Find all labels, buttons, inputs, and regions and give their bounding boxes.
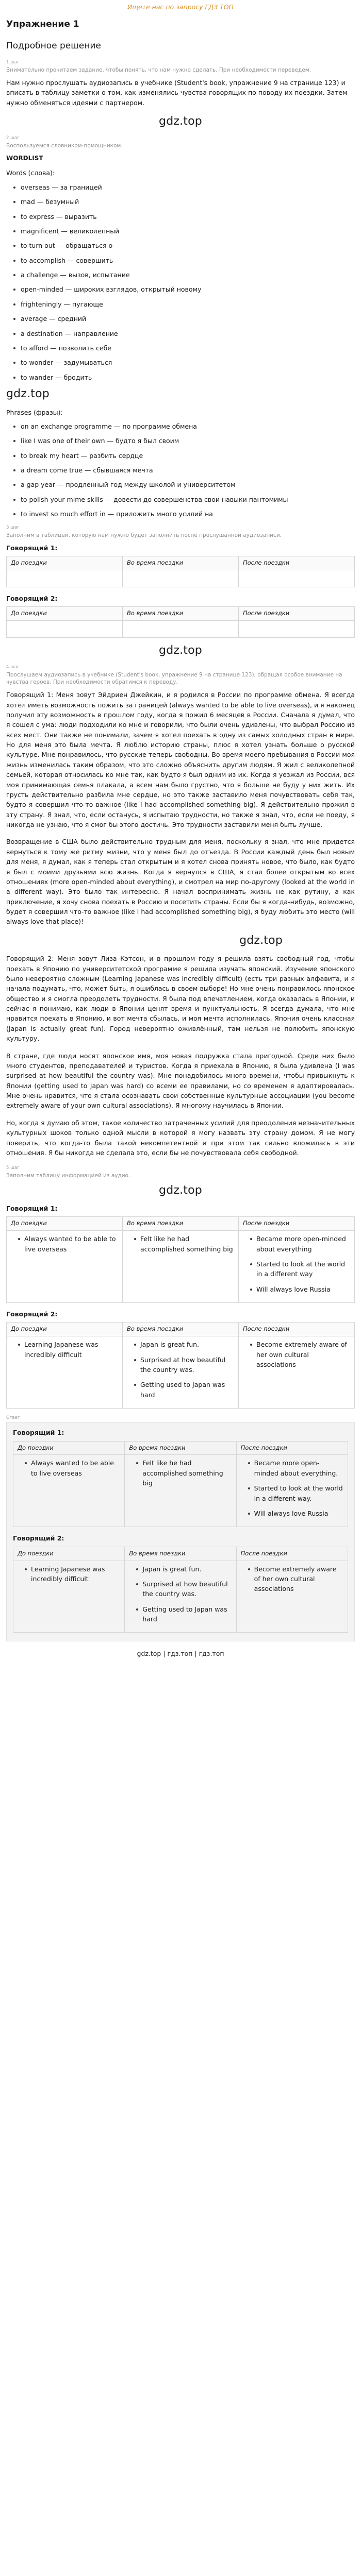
- list-item: to break my heart — разбить сердце: [13, 451, 355, 461]
- table-cell: [13, 1561, 125, 1633]
- speaker-1-label: Говорящий 1:: [6, 544, 58, 552]
- list-item: Surprised at how beautiful the country was.: [136, 1579, 232, 1599]
- empty-table-speaker-2: [6, 606, 355, 638]
- watermark: gdz.top: [159, 1183, 202, 1197]
- list-item: to wander — бродить: [13, 372, 355, 382]
- step-1: [6, 59, 355, 108]
- list-item: Getting used to Japan was hard: [134, 1380, 234, 1400]
- transcript-paragraph: В стране, где люди носят японское имя, моя новая подружка стала пригодной. Среди них было много студентов, преподавателей и туристов. Когда я приехала в Японию, я была удивлена (I was surprised at how beautiful the country was). Мне понадобилось много времени, чтобы привыкнуть к Японии (getting used to Japan was hard) со всеми ее правилами, но со временем я адаптировалась. Мне очень нравится, что я стала осознавать свои собственные культурные ассоциации (you become extremely aware of your own cultural associations). Я многому научилась в Японии.: [6, 1052, 355, 1110]
- col-after: После поездки: [236, 1441, 348, 1455]
- list-item: to wonder — задумываться: [13, 358, 355, 367]
- step-1-hint: Внимательно прочитаем задание, чтобы понять, что нам нужно сделать. При необходимости переведем.: [6, 66, 311, 73]
- list-item: a destination — направление: [13, 329, 355, 338]
- list-item: on an exchange programme — по программе обмена: [13, 421, 355, 431]
- table-cell: [239, 1231, 355, 1303]
- table-cell: [239, 1336, 355, 1409]
- step-4: [6, 664, 355, 1158]
- col-during: Во время поездки: [123, 556, 239, 570]
- step-1-text: Нам нужно прослушать аудиозапись в учебнике (Student's book, упражнение 9 на странице 123) и вписать в таблицу заметки о том, как изменялись чувства говорящих по поводу их поездки. Затем нужно обменяться идеями с партнером.: [6, 79, 348, 107]
- col-during: Во время поездки: [125, 1441, 236, 1455]
- watermark: gdz.top: [6, 387, 50, 401]
- list-item: Learning Japanese was incredibly difficult: [25, 1564, 120, 1584]
- list-item: Started to look at the world in a different way: [250, 1259, 350, 1279]
- col-before: До поездки: [7, 1323, 123, 1336]
- list-item: a gap year — продленный год между школой и университетом: [13, 480, 355, 489]
- top-banner: [0, 0, 361, 12]
- transcript-paragraph: Говорящий 1: Меня зовут Эйдриен Джейкин, и я родился в России по программе обмена. Я всегда хотел иметь возможность пожить за границей (always wanted to be able to live overseas), и я наконец получил эту возможность в прошлом году, когда я пожил 6 месяцев в России. Сначала я думал, что я сошел с ума: люди подходили ко мне и говорили, что были очень удивлены, что выбрал Россию из всех мест. Они также не понимали, зачем я хотел поехать в одну из самых холодных стран в мире. Но для меня это была мечта. Я люблю историю страны, плюс я хотел узнать больше о русской культуре. Мне понравилось, что русские теперь свободны. Во время моего пребывания в России моя жизнь изменилась таким образом, что это сложно объяснить другим людям. Я жил с великолепной семьей, которая относилась ко мне так, как будто я был одним из их. Когда я уезжал из России, вся моя принимающая семья плакала, а всем нам было грустно, что я больше не буду у них жить. Их грусть действительно разбила мне сердце, но это также заставило меня почувствовать себя так, будто я совершил что-то важное (like I had accomplished something big). Я действительно прожил в эту страну. Я знал, что, если останусь, я испытаю трудности, но также я знал, что, если не поеду, я никогда не узнаю, что я смог бы этого достичь. Это трудности заставили меня быть лучше.: [6, 691, 355, 828]
- speaker-2-label: Говорящий 2:: [6, 1310, 58, 1318]
- search-hint-link[interactable]: Ищете нас по запросу ГДЗ ТОП: [127, 3, 234, 11]
- col-after: После поездки: [239, 556, 355, 570]
- solution-heading: Подробное решение: [6, 41, 101, 52]
- watermark: gdz.top: [239, 934, 283, 947]
- col-after: После поездки: [239, 1323, 355, 1336]
- list-item: Will always love Russia: [250, 1284, 350, 1294]
- transcript-paragraph: Возвращение в США было действительно трудным для меня, поскольку я знал, что мне придется вернуться к тому же ритму жизни, что у меня был до отъезда. В России каждый день был новым для меня, я думал, как я теперь стал открытым и я хотел снова принять новое, что было, как будто я был с моими друзьями всю жизнь. Когда я вернулся в США, я стал более открытым во всех отношениях (more open-minded about everything), и смотрел на мир по-другому (looked at the world in a different way). Это было так интересно. Я начал воспринимать жизнь не как рутину, а как приключение, я хочу снова поехать в Россию и посетить страны. Если бы я когда-нибудь, возможно, будет я совершил что-то важное (like I had accomplished something big), я буду любить это место (will always love that place)!: [6, 838, 355, 926]
- list-item: Always wanted to be able to live overseas: [18, 1234, 118, 1254]
- page-title: Упражнение 1: [6, 19, 79, 29]
- list-item: Japan is great fun.: [134, 1340, 234, 1349]
- step-2: [6, 135, 355, 519]
- list-item: mad — безумный: [13, 197, 355, 207]
- watermark: gdz.top: [159, 644, 202, 657]
- list-item: Became more open-minded about everything.: [248, 1458, 343, 1478]
- col-before: До поездки: [13, 1441, 125, 1455]
- list-item: to turn out — обращаться о: [13, 241, 355, 250]
- speaker-2-label: Говорящий 2:: [6, 595, 58, 603]
- col-before: До поездки: [7, 556, 123, 570]
- col-during: Во время поездки: [123, 607, 239, 621]
- col-after: После поездки: [239, 607, 355, 621]
- list-item: open-minded — широких взглядов, открытый новому: [13, 284, 355, 294]
- step-2-hint: Воспользуемся словником-помощником.: [6, 142, 123, 149]
- step-3: [6, 524, 355, 638]
- footer-links[interactable]: gdz.top | гдз.топ | гдз.топ: [137, 1650, 224, 1658]
- speaker-2-label: Говорящий 2:: [13, 1534, 64, 1543]
- transcript-paragraph: Говорящий 2: Меня зовут Лиза Кэтсон, и в прошлом году я решила взять свободный год, чтобы поехать в Японию по университетской программе я решила изучать японский. Изучение японского было невероятно сложным (Learning Japanese was incredibly difficult) (есть три разных алфавита, и я начала подумать, что, может быть, я ошиблась в своем выборе! Но мне очень понравилось японское общество и я смогла преодолеть трудности. Я была под впечатлением, когда оказалась в Японии, и сейчас я понимаю, как люди в Японии ценят время и пунктуальность. Я всегда думала, что мне нравится поехать в Японию, и вот мечта сбылась, и моя мечта исполнилась. Япония очень классная (Japan is actually great fun). Город невероятно оживлённый, там нельзя не полюбить японскую культуру.: [6, 955, 355, 1043]
- wordlist-heading: WORDLIST: [6, 154, 43, 162]
- list-item: a dream come true — сбывшаяся мечта: [13, 465, 355, 475]
- list-item: overseas — за границей: [13, 182, 355, 192]
- step-2-label: 2 шаг: [6, 135, 20, 141]
- list-item: like I was one of their own — будто я был своим: [13, 436, 355, 446]
- list-item: Felt like he had accomplished something big: [134, 1234, 234, 1254]
- speaker-1-label: Говорящий 1:: [6, 1205, 58, 1212]
- table-cell: [125, 1455, 236, 1527]
- list-item: frighteningly — пугающе: [13, 299, 355, 309]
- list-item: to express — выразить: [13, 212, 355, 222]
- table-cell: [7, 1231, 123, 1303]
- step-5: [6, 1165, 355, 1409]
- list-item: to invest so much effort in — приложить много усилий на: [13, 509, 355, 519]
- col-before: До поездки: [7, 607, 123, 621]
- step-3-hint: Заполним в таблицей, которую нам нужно будет заполнить после прослушанной аудиозаписи.: [6, 532, 282, 538]
- table-cell: [236, 1561, 348, 1633]
- phrases-list: [6, 421, 355, 519]
- filled-table-speaker-2: [6, 1322, 355, 1409]
- col-after: После поездки: [236, 1547, 348, 1561]
- list-item: to accomplish — совершить: [13, 256, 355, 265]
- list-item: Become extremely aware of her own cultural associations: [250, 1340, 350, 1369]
- list-item: Learning Japanese was incredibly difficult: [18, 1340, 118, 1360]
- words-label: Words (слова):: [6, 169, 55, 177]
- transcript-paragraph: Но, когда я думаю об этом, такое количество затраченных усилий для преодоления незначительных культурных шоков только одной мысли в которой я могу назвать эту страну домом. Я не могу поверить, что когда-то была такой некомпетентной и при этом так сильно вложилась в эти отношения. Я бы никогда не сделала это, если бы не почувствовала себя свободной.: [6, 1118, 355, 1157]
- empty-cell: [7, 621, 123, 638]
- table-cell: [125, 1561, 236, 1633]
- list-item: Felt like he had accomplished something big: [136, 1458, 232, 1488]
- speaker-1-label: Говорящий 1:: [13, 1429, 64, 1437]
- answer-table-speaker-1: [13, 1441, 348, 1528]
- step-5-label: 5 шаг: [6, 1165, 20, 1171]
- list-item: Started to look at the world in a different way.: [248, 1483, 343, 1503]
- table-cell: [123, 1336, 239, 1409]
- phrases-label: Phrases (фразы):: [6, 408, 63, 416]
- empty-cell: [123, 621, 239, 638]
- table-cell: [236, 1455, 348, 1527]
- answer-label: Ответ: [6, 1415, 20, 1421]
- list-item: average — средний: [13, 314, 355, 324]
- step-3-label: 3 шаг: [6, 524, 20, 530]
- col-before: До поездки: [7, 1217, 123, 1231]
- empty-table-speaker-1: [6, 556, 355, 587]
- step-1-label: 1 шаг: [6, 59, 20, 65]
- empty-cell: [7, 570, 123, 587]
- list-item: Japan is great fun.: [136, 1564, 232, 1574]
- col-during: Во время поездки: [125, 1547, 236, 1561]
- filled-table-speaker-1: [6, 1216, 355, 1303]
- empty-cell: [239, 621, 355, 638]
- col-during: Во время поездки: [123, 1217, 239, 1231]
- list-item: to polish your mime skills — довести до совершенства свои навыки пантомимы: [13, 495, 355, 504]
- list-item: Always wanted to be able to live overseas: [25, 1458, 120, 1478]
- list-item: Became more open-minded about everything: [250, 1234, 350, 1254]
- col-during: Во время поездки: [123, 1323, 239, 1336]
- list-item: a challenge — вызов, испытание: [13, 270, 355, 280]
- answer-box: [6, 1422, 355, 1641]
- step-5-hint: Заполним таблицу информацией из аудио.: [6, 1173, 130, 1179]
- words-list: [6, 182, 355, 382]
- step-4-label: 4 шаг: [6, 664, 20, 670]
- list-item: Become extremely aware of her own cultural associations: [248, 1564, 343, 1594]
- table-cell: [13, 1455, 125, 1527]
- answer-table-speaker-2: [13, 1547, 348, 1633]
- col-before: До поездки: [13, 1547, 125, 1561]
- list-item: to afford — позволить себе: [13, 343, 355, 353]
- table-cell: [123, 1231, 239, 1303]
- table-cell: [7, 1336, 123, 1409]
- col-after: После поездки: [239, 1217, 355, 1231]
- list-item: magnificent — великолепный: [13, 226, 355, 236]
- watermark: gdz.top: [159, 115, 202, 128]
- step-4-hint: Прослушаем аудиозапись в учебнике (Student's book, упражнение 9 на странице 123), обращая особое внимание на чувства героев. При необходимости обратимся к переводу.: [6, 671, 342, 685]
- main-content: [0, 18, 361, 1659]
- empty-cell: [123, 570, 239, 587]
- list-item: Surprised at how beautiful the country was.: [134, 1355, 234, 1375]
- list-item: Getting used to Japan was hard: [136, 1604, 232, 1624]
- empty-cell: [239, 570, 355, 587]
- list-item: Will always love Russia: [248, 1509, 343, 1518]
